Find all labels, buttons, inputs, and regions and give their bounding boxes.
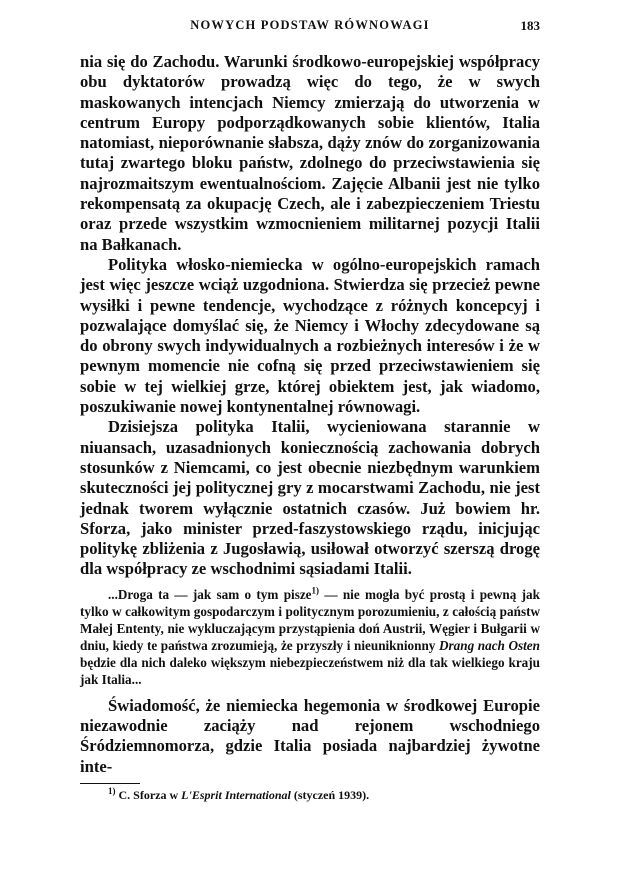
footnote [108, 787, 540, 803]
paragraph-4: Świadomość, że niemiecka hegemonia w środkowej Europie niezawodnie zaciąży nad rejonem wschodniego Śródziemnomorza, gdzie Italia posiada najbardziej żywotne inte- [80, 695, 540, 776]
paragraph-3: Dzisiejsza polityka Italii, wycieniowana starannie w niuansach, uzasadnionych koniecznością zachowania dobrych stosunków z Niemcami, co jest obecnie niezbędnym warunkiem skuteczności jej politycznej gry z mocarstwami Zachodu, nie jest jednak tworem wyłącznie ostatnich czasów. Już bowiem hr. Sforza, jako minister przed-faszystowskiego rządu, inicjując politykę zbliżenia z Jugosławią, usiłował otworzyć szerszą drogę dla współpracy ze wschodnimi sąsiadami Italii. [80, 417, 540, 579]
footnote-rule [80, 783, 140, 784]
running-head [80, 18, 540, 36]
paragraph-1: nia się do Zachodu. Warunki środkowo-europejskiej współpracy obu dyktatorów prowadzą więc do tego, że w swych maskowanych intencjach Niemcy zmierzają do utworzenia w centrum Europy podporządkowanych sobie klientów, Italia natomiast, nieporównanie słabsza, dąży znów do zorganizowania tutaj zwartego bloku państw, zdolnego do przeciwstawienia się najrozmaitszym ewentualnościom. Zajęcie Albanii jest nie tylko rekompensatą za okupację Czech, ale i zabezpieczeniem Triestu oraz przede wszystkim wzmocnieniem militarnej pozycji Italii na Bałkanach. [80, 52, 540, 254]
footnote-author: C. Sforza w [115, 788, 182, 802]
quote-part-3: będzie dla nich daleko większym niebezpieczeństwem niż dla tak wielkiego kraju jak Italia... [80, 654, 540, 687]
page-number: 183 [520, 18, 540, 33]
running-title: NOWYCH PODSTAW RÓWNOWAGI [190, 18, 430, 32]
quote-part-2: — nie mogła być prostą i pewną jak tylko w całkowitym gospodarczym i politycznym porozumieniu, z całością państw Małej Ententy, nie wykluczającym przystąpienia doń Austrii, Węgier i Bułgarii w dniu, kiedy te państwa zrozumieją, że przyszły i nieuniknionny [80, 586, 540, 653]
quote-footnote-mark: 1) [311, 585, 320, 596]
body-text [80, 52, 540, 777]
footnote-source: L'Esprit International [181, 788, 291, 802]
paragraph-2: Polityka włosko-niemiecka w ogólno-europejskich ramach jest więc jeszcze wciąż uzgodniona. Stwierdza się przecież pewne wysiłki i pewne tendencje, wychodzące z różnych koncepcyj i pozwalające domyślać się, że Niemcy i Włochy zdecydowane są do obrony swych indywidualnych a rozbieżnych interesów i że w pewnym momencie nie cofną się przed przeciwstawieniem się sobie w tej wielkiej grze, której obiektem jest, jak wiadomo, poszukiwanie nowej kontynentalnej równowagi. [80, 254, 540, 417]
quote-italic-phrase: Drang nach Osten [438, 637, 540, 653]
footnote-mark: 1) [108, 786, 116, 796]
quote-part-1: ...Droga ta — jak sam o tym pisze [108, 586, 312, 602]
block-quote [80, 586, 540, 688]
footnote-date: (styczeń 1939). [290, 788, 370, 802]
